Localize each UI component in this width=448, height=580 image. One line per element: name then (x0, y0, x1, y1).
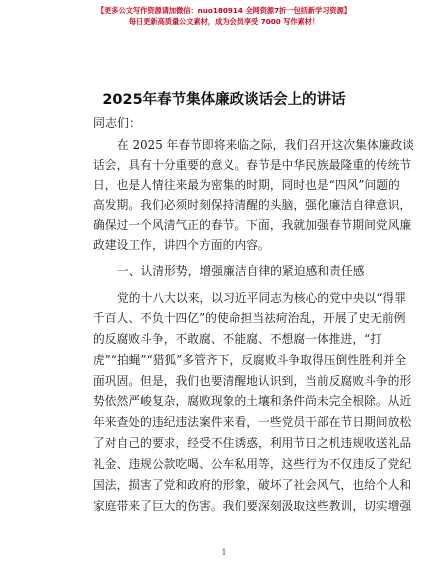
body-line: 面巩固。但是，我们也要清醒地认识到，当前反腐败斗争的形 (93, 374, 412, 388)
body-line: 在 2025 年春节即将来临之际，我们召开这次集体廉政谈 (117, 138, 415, 152)
body-line: 势依然严峻复杂，腐败现象的土壤和条件尚未完全根除。从近 (93, 394, 412, 408)
body-line: 话会，具有十分重要的意义。春节是中华民族最隆重的传统节 (93, 158, 412, 172)
body-line: 国法，损害了党和政府的形象，破坏了社会风气，也给个人和 (93, 478, 412, 492)
body-line: 年来查处的违纪违法案件来看，一些党员干部在节日期间放松 (93, 415, 412, 429)
body-line: 虎”“拍蝇”“猎狐”多管齐下，反腐败斗争取得压倒性胜利并全 (93, 353, 407, 367)
body-line: 千百人、不负十四亿”的使命担当祛疴治乱，开展了史无前例 (93, 311, 406, 325)
salutation: 同志们： (93, 116, 142, 130)
body-line: 确保过一个风清气正的春节。下面，我就加强春节期间党风廉 (93, 218, 412, 232)
promo-banner-line-1: 【更多公文写作资源请加微信：nuo180914 全网资源7折一包括新学习资源】 (97, 6, 351, 15)
body-line: 高发期。我们必须时刻保持清醒的头脑，强化廉洁自律意识， (93, 198, 412, 212)
page-number: 1 (221, 548, 227, 557)
document-title: 2025年春节集体廉政谈话会上的讲话 (102, 92, 346, 108)
body-line: 的反腐败斗争，不敢腐、不能腐、不想腐一体推进，“打 (93, 332, 382, 346)
body-line: 日，也是人情往来最为密集的时期，同时也是“四风”问题的 (93, 178, 400, 192)
body-line: 家庭带来了巨大的伤害。我们要深刻汲取这些教训，切实增强 (93, 499, 412, 513)
section-heading: 一、认清形势，增强廉洁自律的紧迫感和责任感 (117, 264, 365, 278)
body-line: 政建设工作，讲四个方面的内容。 (93, 238, 270, 252)
promo-banner-line-2: 每日更新高质量公文素材，成为会员享受 7000 写作素材！ (128, 17, 320, 26)
body-line: 了对自己的要求，经受不住诱惑，利用节日之机违规收送礼品 (93, 436, 412, 450)
body-line: 党的十八大以来，以习近平同志为核心的党中央以“得罪 (117, 291, 406, 305)
body-line: 礼金、违规公款吃喝、公车私用等，这些行为不仅违反了党纪 (93, 457, 412, 471)
